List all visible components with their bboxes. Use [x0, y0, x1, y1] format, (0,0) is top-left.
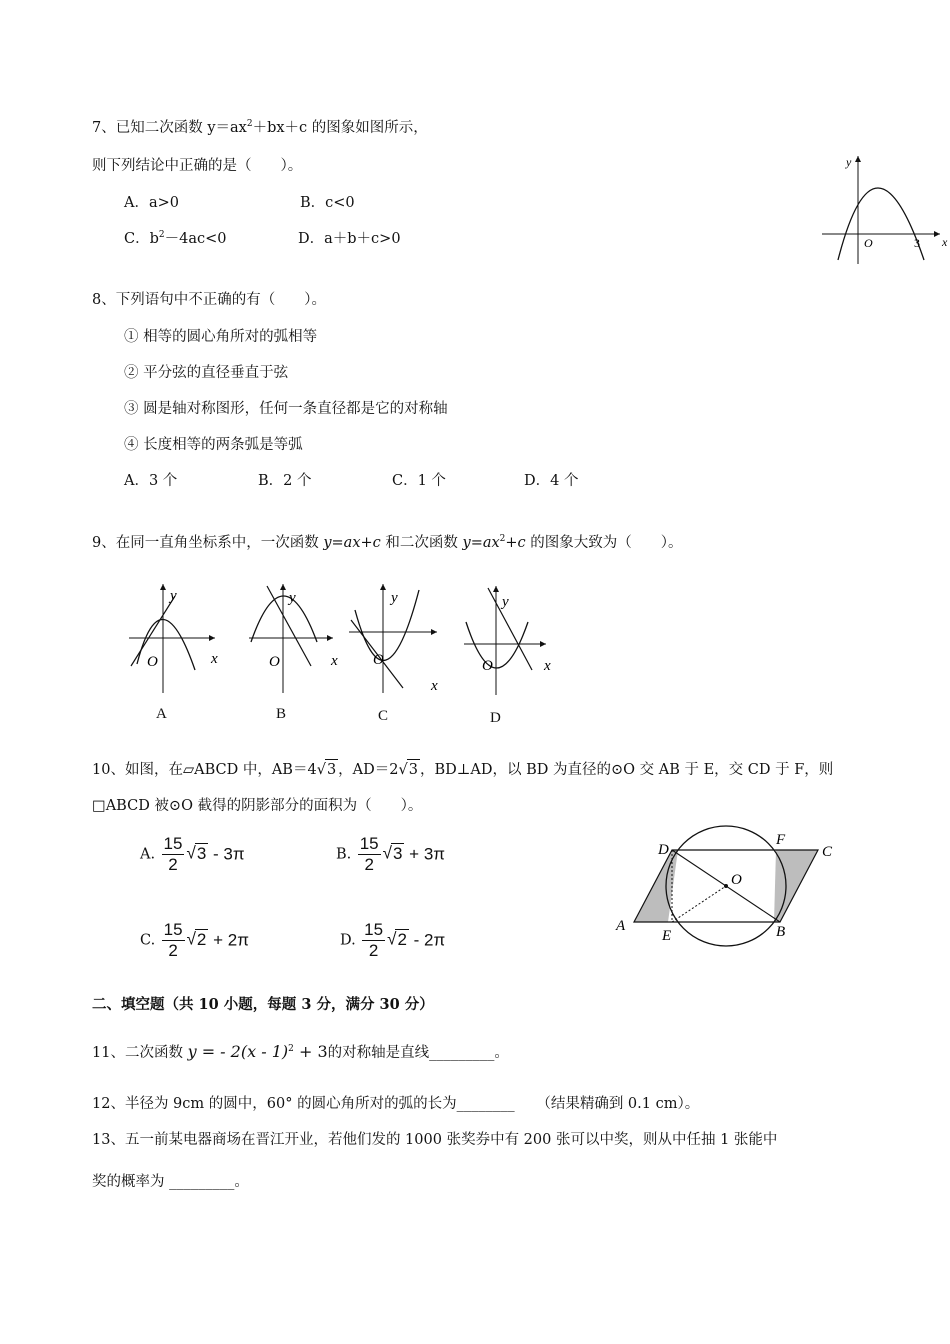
q9-c-parabola: [355, 590, 419, 660]
svg-text:E: E: [662, 928, 672, 944]
section-2-heading: 二、填空题（共 10 小题，每题 3 分，满分 30 分）: [92, 996, 434, 1013]
q10-stem: 10、如图，在▱ABCD 中，AB＝4√3 ，AD＝2√3 ，BD⊥AD，以 BD 为直径的⊙O 交 AB 于 E，交 CD 于 F，则: [92, 759, 833, 780]
svg-text:O: O: [373, 652, 384, 668]
q7-stem: 7、已知二次函数 $y=ax^2+bx+c$ 的图象如图所示，: [92, 119, 428, 136]
svg-text:x: x: [544, 658, 551, 674]
q9-graph-d: [460, 582, 565, 697]
q9-label-d: D: [490, 710, 501, 726]
q8-option-d: D．4 个: [524, 473, 579, 489]
q9-b-parabola: [251, 596, 317, 642]
svg-text:y: y: [502, 594, 509, 610]
q8-statement-3: ③ 圆是轴对称图形，任何一条直径都是它的对称轴: [124, 401, 448, 417]
q8-option-c: C．1 个: [392, 473, 446, 489]
svg-text:x: x: [211, 651, 218, 667]
q8-option-b: B．2 个: [258, 473, 312, 489]
q8-statement-4: ④ 长度相等的两条弧是等弧: [124, 437, 303, 453]
svg-text:A: A: [616, 918, 626, 934]
svg-text:O: O: [269, 654, 280, 670]
q8-option-a: A．3 个: [124, 473, 178, 489]
svg-text:x: x: [431, 678, 438, 694]
svg-text:O: O: [482, 658, 493, 674]
q7-origin-label: O: [864, 236, 873, 250]
svg-text:y: y: [170, 588, 177, 604]
q13-stem: 13、五一前某电器商场在晋江开业，若他们发的 1000 张奖券中有 200 张可以中奖，则从中任抽 1 张能中: [92, 1132, 778, 1148]
q9-graph-a: [125, 580, 225, 695]
q10-option-d: D. $\frac{15}{2}$ √2 - 2π: [340, 920, 446, 960]
q12-stem: 12、半径为 9cm 的圆中，60° 的圆心角所对的弧的长为________ （结果精确到 0.1 cm）。: [92, 1096, 700, 1112]
q8-statement-2: ② 平分弦的直径垂直于弦: [124, 365, 289, 381]
svg-text:C: C: [822, 844, 833, 860]
q13-stem-line2: 奖的概率为 _________。: [92, 1174, 249, 1190]
q7-parabola: [838, 188, 924, 260]
svg-text:B: B: [776, 924, 786, 940]
q10-option-b: B. $\frac{15}{2}$ √3 + 3π: [336, 834, 446, 874]
q10-option-a: A. $\frac{15}{2}$ √3 - 3π: [140, 834, 245, 874]
q7-stem-line2: 则下列结论中正确的是（ ）。: [92, 158, 303, 174]
q7-option-c: C．$b^2-4ac<0$: [124, 230, 227, 247]
svg-text:x: x: [331, 653, 338, 669]
q9-a-parabola: [137, 619, 195, 670]
svg-text:y: y: [289, 590, 296, 606]
q7-parabola-graph: [818, 150, 948, 268]
svg-text:D: D: [658, 842, 669, 858]
q9-label-a: A: [156, 706, 167, 722]
q9-stem: 9、在同一直角坐标系中，一次函数 y=ax+c 和二次函数 $y=ax^2+c$ 的图象大致为（ ）。: [92, 534, 683, 551]
q10-figure: [610, 818, 850, 953]
q7-three-label: 3: [914, 236, 920, 250]
q8-statement-1: ① 相等的圆心角所对的弧相等: [124, 329, 318, 345]
q10-center-o: [724, 884, 728, 888]
q7-option-b: B．c<0: [300, 195, 355, 211]
q11-stem: 11、二次函数 y = - 2(x - 1)$^2$ + 3的对称轴是直线_________。: [92, 1042, 509, 1061]
q7-x-label: x: [942, 235, 948, 249]
q7-y-label: y: [846, 155, 852, 169]
q7-option-a: A．a>0: [124, 195, 179, 211]
svg-text:O: O: [731, 872, 742, 888]
q7-option-d: D．a＋b＋c>0: [298, 231, 401, 247]
svg-text:y: y: [391, 590, 398, 606]
svg-text:F: F: [776, 832, 786, 848]
q9-label-c: C: [378, 708, 389, 724]
q10-stem-line2: □ABCD 被⊙O 截得的阴影部分的面积为（ ）。: [92, 798, 423, 814]
q9-label-b: B: [276, 706, 287, 722]
svg-text:O: O: [147, 654, 158, 670]
q10-option-c: C. $\frac{15}{2}$ √2 + 2π: [140, 920, 249, 960]
q8-stem: 8、下列语句中不正确的有（ ）。: [92, 292, 326, 308]
q10-dashed-eo: [672, 886, 726, 922]
q9-graph-b: [245, 580, 350, 695]
q9-graph-c: [345, 580, 450, 695]
